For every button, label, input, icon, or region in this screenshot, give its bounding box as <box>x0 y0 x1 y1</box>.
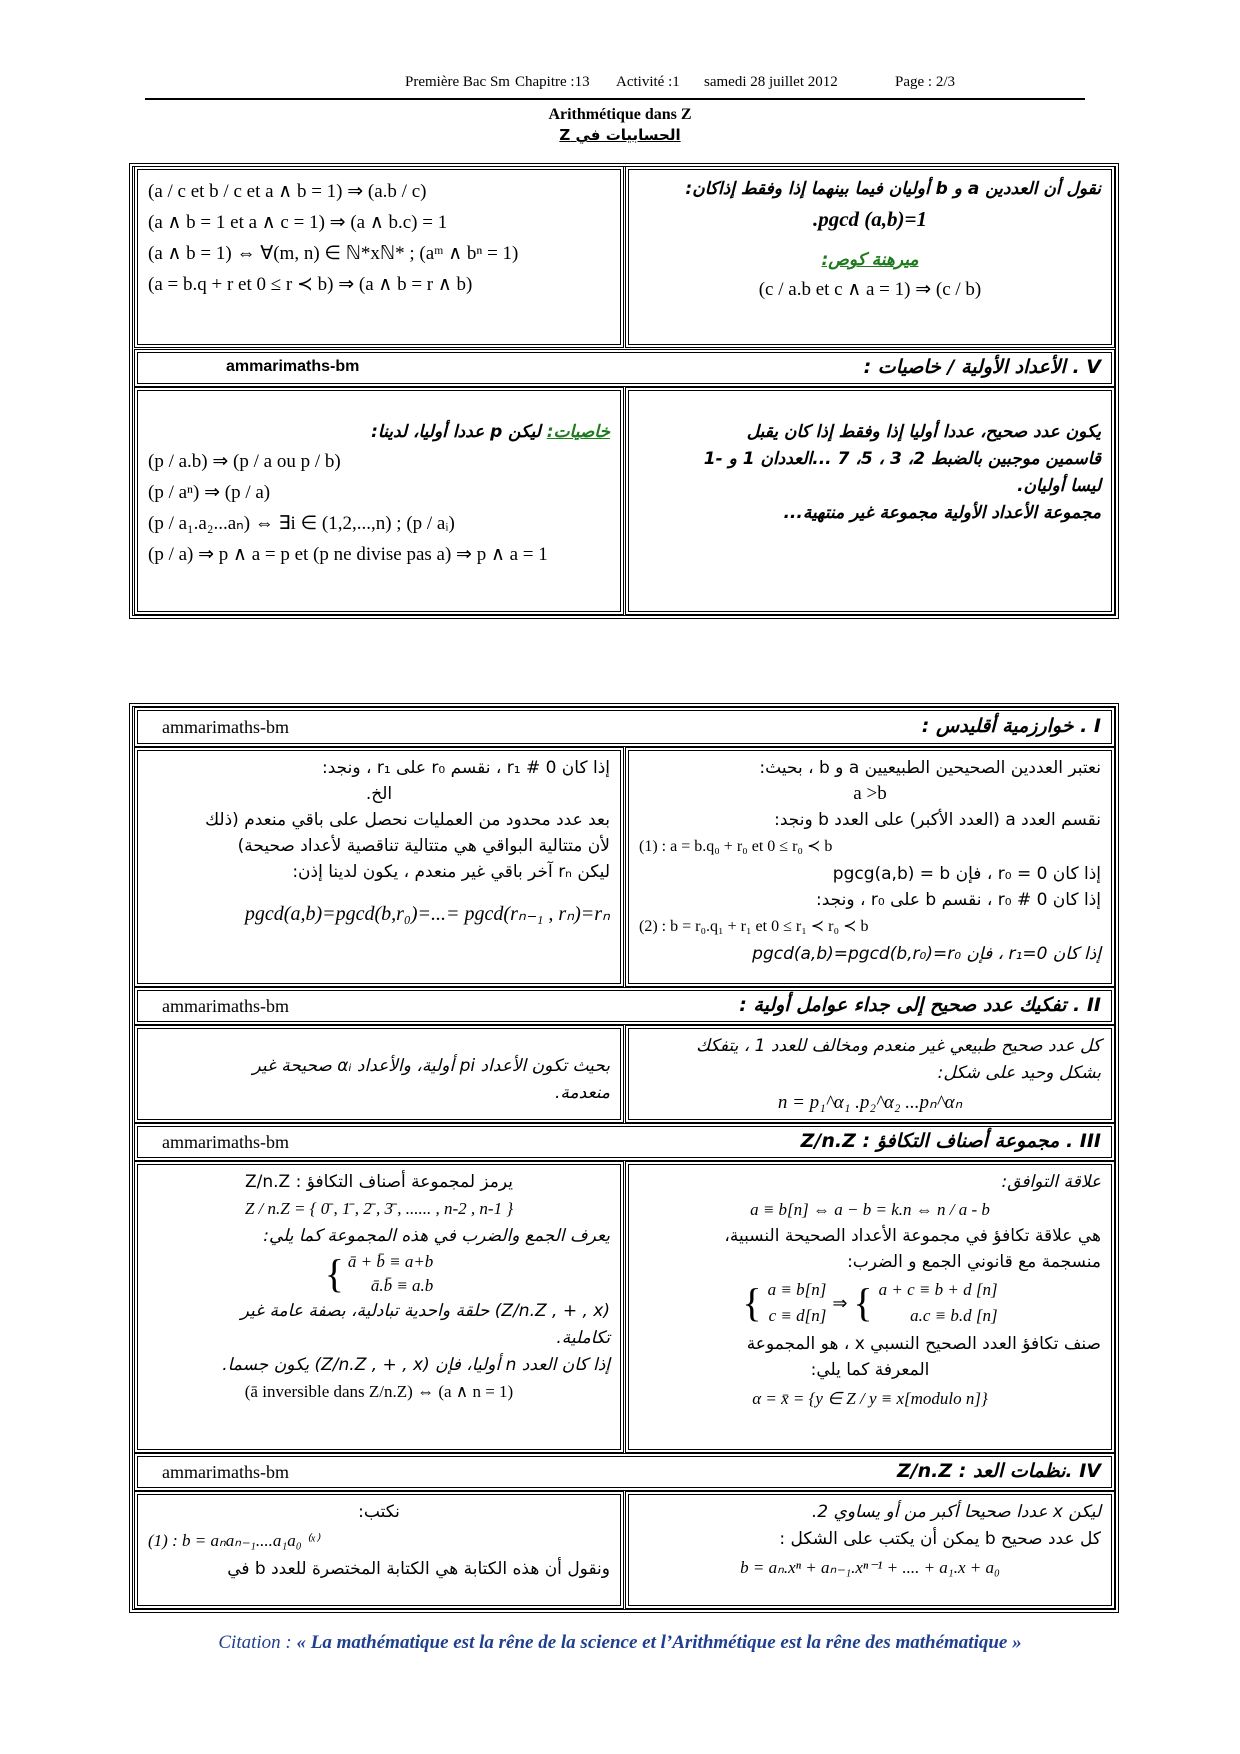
zn-operations-list <box>348 1250 433 1298</box>
euclid-etc: الخ. <box>365 784 393 804</box>
header-chapter: Chapitre :13 <box>515 74 590 90</box>
congruence-system <box>639 1277 1101 1329</box>
zn-ring-2: تكاملية. <box>556 1328 610 1348</box>
factorization-right-cell <box>628 1028 1112 1120</box>
euclid-finite-steps: بعد عدد محدود من العمليات نحصل على باقي منعدم (ذلك <box>205 810 610 830</box>
prime-properties-label: خاصيات: <box>546 422 610 442</box>
gauss-theorem-title: ميرهنة كوص: <box>821 250 919 270</box>
section-i-brand: ammarimaths-bm <box>162 717 289 737</box>
coprime-definition-cell <box>628 169 1112 345</box>
congruence-concl-1: a + c ≡ b + d [n] <box>878 1280 998 1299</box>
congruence-right-cell <box>628 1164 1112 1450</box>
class-formula: α = x̄ = {y ∈ Z / y ≡ x[modulo n]} <box>752 1389 988 1408</box>
factorization-line-1: كل عدد صحيح طبيعي غير منعدم ومخالف للعدد 1 ، يتفكك <box>696 1036 1101 1056</box>
prime-definition-line-3: ليسا أوليان. <box>1017 476 1101 496</box>
numeration-short-form: (1) : b = aₙaₙ₋₁....a₁a₀ ⁽ˣ⁾ <box>148 1531 320 1550</box>
factorization-formula: n = p₁^α₁ .p₂^α₂ ...pₙ^αₙ <box>777 1092 963 1113</box>
zn-ring-1: (Z/n.Z , + , x) حلقة واحدية تبادلية، بصفة عامة غير <box>240 1301 610 1321</box>
section-i-header <box>137 710 1112 744</box>
left-brace-icon-2: { <box>853 1280 873 1325</box>
section-ii-brand: ammarimaths-bm <box>162 996 289 1016</box>
prime-property-1: (p / a.b) ⇒ (p / a ou p / b) <box>148 451 341 472</box>
header-activity: Activité :1 <box>616 74 680 90</box>
section-iii-header <box>137 1126 1112 1158</box>
prime-property-4: (p / a) ⇒ p ∧ a = p et (p ne divise pas a) ⇒ p ∧ a = 1 <box>148 544 548 565</box>
numeration-formula: b = aₙ.xⁿ + aₙ₋₁.xⁿ⁻¹ + .... + a₁.x + a₀ <box>740 1558 1000 1577</box>
left-brace-icon-3: { <box>324 1251 344 1296</box>
coprime-properties-cell <box>137 169 621 345</box>
header-rule <box>145 98 1085 100</box>
class-definition-2: المعرفة كما يلي: <box>810 1360 930 1380</box>
zn-addition: ā + b̄ ≡ a+b <box>347 1252 434 1271</box>
section-iv-brand: ammarimaths-bm <box>162 1462 289 1482</box>
euclid-intro: نعتبر العددين الصحيحين الطبيعيين a و b ، بحيث: <box>759 758 1101 778</box>
section-iv-title: IV .نظمات العد : Z/n.Z <box>896 1460 1101 1482</box>
prime-definition-line-4: مجموعة الأعداد الأولية مجموعة غير منتهية... <box>783 503 1101 523</box>
header-date: samedi 28 juillet 2012 <box>704 74 838 90</box>
euclid-last-remainder: ليكن rₙ آخر باقي غير منعدم ، يكون لدينا إذن: <box>292 862 610 882</box>
section-v-brand: ammarimaths-bm <box>226 358 360 375</box>
congruence-property-1: هي علاقة تكافؤ في مجموعة الأعداد الصحيحة النسبية، <box>724 1226 1101 1246</box>
numeration-left-cell <box>137 1494 621 1606</box>
coprime-line-1: (a / c et b / c et a ∧ b = 1) ⇒ (a.b / c) <box>148 181 427 202</box>
header-level: Première Bac Sm <box>405 74 510 90</box>
euclid-left-cell <box>137 750 621 984</box>
euclid-pgcd-chain: pgcd(a,b)=pgcd(b,r₀)=...= pgcd(rₙ₋₁ , rₙ)=rₙ <box>244 903 610 925</box>
coprime-definition: نقول أن العددين a و b أوليان فيما بينهما إذا وفقط إذاكان: <box>685 179 1101 199</box>
numeration-form-intro: كل عدد صحيح b يمكن أن يكتب على الشكل : <box>779 1529 1101 1549</box>
euclid-r1-zero: إذا كان r₁=0 ، فإن pgcd(a,b)=pgcd(b,r₀)=r₀ <box>752 944 1101 964</box>
euclid-equation-1: (1) : a = b.q₀ + r₀ et 0 ≤ r₀ ≺ b <box>639 838 833 855</box>
section-ii-header <box>137 990 1112 1022</box>
numeration-note: ونقول أن هذه الكتابة هي الكتابة المختصرة للعدد b في <box>227 1559 610 1579</box>
prime-definition-line-2: قاسمين موجبين بالضبط 2، 3 ، 5، 7 ...العددان 1 و -1 <box>703 449 1101 469</box>
section-ii-title: II . تفكيك عدد صحيح إلى جداء عوامل أولية : <box>739 994 1101 1016</box>
zn-operations-intro: يعرف الجمع والضرب في هذه المجموعة كما يلي: <box>263 1226 610 1246</box>
euclid-divide-a: نقسم العدد a (العدد الأكبر) على العدد b ونجد: <box>774 810 1101 830</box>
coprime-line-2: (a ∧ b = 1 et a ∧ c = 1) ⇒ (a ∧ b.c) = 1 <box>148 212 448 233</box>
factorization-line-2: بشكل وحيد على شكل: <box>937 1063 1101 1083</box>
prime-definition-cell <box>628 390 1112 612</box>
gauss-theorem-formula: (c / a.b et c ∧ a = 1) ⇒ (c / b) <box>758 279 982 300</box>
section-iii-title: III . مجموعة أصناف التكافؤ : Z/n.Z <box>800 1130 1101 1152</box>
euclid-r0-zero: إذا كان r₀ = 0 ، فإن pgcg(a,b) = b <box>832 864 1101 884</box>
zn-operations <box>148 1250 610 1298</box>
congruence-definition: a ≡ b[n] ⇔ a − b = k.n ⇔ n / a - b <box>750 1200 990 1219</box>
euclid-r0-nonzero: إذا كان r₀ # 0 ، نقسم b على r₀ ، ونجد: <box>815 890 1101 910</box>
section-iii-brand: ammarimaths-bm <box>162 1132 289 1152</box>
prime-definition-line-1: يكون عدد صحيح، عددا أوليا إذا وفقط إذا كان يقبل <box>746 422 1101 442</box>
section-v-header <box>137 352 1112 384</box>
prime-property-3: (p / a₁.a₂...aₙ) ⇔ ∃i ∈ (1,2,...,n) ; (p / aᵢ) <box>148 513 455 534</box>
title-ar: الحسابيات في Z <box>559 126 681 144</box>
factorization-left-cell <box>137 1028 621 1120</box>
numeration-write: نكتب: <box>358 1502 400 1522</box>
zn-left-cell <box>137 1164 621 1450</box>
prime-properties-cell <box>137 390 621 612</box>
coprime-line-4: (a = b.q + r et 0 ≤ r ≺ b) ⇒ (a ∧ b = r ∧ b) <box>148 274 473 295</box>
citation-text: « La mathématique est la rêne de la science et l’Arithmétique est la rêne des mathématique » <box>296 1632 1022 1653</box>
class-definition-1: صنف تكافؤ العدد الصحيح النسبي x ، هو المجموعة <box>746 1334 1101 1354</box>
prime-property-2: (p / aⁿ) ⇒ (p / a) <box>148 482 271 503</box>
zn-invertible: (ā inversible dans Z/n.Z) ⇔ (a ∧ n = 1) <box>244 1382 514 1401</box>
congruence-property-2: منسجمة مع قانوني الجمع و الضرب: <box>847 1252 1101 1272</box>
congruence-conclusion <box>879 1277 998 1329</box>
congruence-hyp-1: a ≡ b[n] <box>767 1280 827 1299</box>
congruence-hypothesis <box>768 1277 827 1329</box>
euclid-decreasing: لأن متتالية البواقي هي متتالية تناقصية لأعداد صحيحة) <box>237 836 610 856</box>
congruence-hyp-2: c ≡ d[n] <box>768 1306 827 1325</box>
title-fr: Arithmétique dans Z <box>548 106 692 123</box>
zn-multiplication: ā.b̄ ≡ a.b <box>370 1276 434 1295</box>
zn-set: Z / n.Z = { 0̄ , 1̄ , 2̄ , 3̄ , ...... , n-2 , n-1 } <box>244 1199 514 1218</box>
prime-properties-heading <box>148 419 610 446</box>
left-brace-icon: { <box>742 1280 762 1325</box>
coprime-line-3: (a ∧ b = 1) ⇔ ∀(m, n) ∈ ℕ*xℕ* ; (aᵐ ∧ bⁿ = 1) <box>148 243 519 264</box>
euclid-equation-2: (2) : b = r₀.q₁ + r₁ et 0 ≤ r₁ ≺ r₀ ≺ b <box>639 918 869 935</box>
numeration-right-cell <box>628 1494 1112 1606</box>
euclid-right-cell <box>628 750 1112 984</box>
zn-field: إذا كان العدد n أوليا، فإن (Z/n.Z , + , x) يكون جسما. <box>222 1355 610 1375</box>
zn-symbol-line: يرمز لمجموعة أصناف التكافؤ : Z/n.Z <box>245 1172 513 1192</box>
congruence-title: علاقة التوافق: <box>1001 1172 1101 1192</box>
section-iv-header <box>137 1456 1112 1488</box>
section-v-title: V . الأعداد الأولية / خاصيات : <box>863 356 1101 378</box>
factorization-condition-1: بحيث تكون الأعداد pi أولية، والأعداد αᵢ صحيحة غير <box>252 1056 610 1076</box>
euclid-condition: a >b <box>853 783 887 804</box>
prime-properties-intro: ليكن p عددا أوليا، لدينا: <box>371 422 547 442</box>
header-page: Page : 2/3 <box>895 74 955 90</box>
pgcd-equals-one: pgcd (a,b)=1. <box>812 207 928 231</box>
citation-prefix: Citation : <box>218 1632 297 1653</box>
citation <box>0 1632 1240 1654</box>
section-i-title: I . خوارزمية أقليدس : <box>921 715 1101 737</box>
factorization-condition-2: منعدمة. <box>555 1083 610 1103</box>
numeration-base: ليكن x عددا صحيحا أكبر من أو يساوي 2. <box>811 1502 1101 1522</box>
euclid-r1-nonzero: إذا كان r₁ # 0 ، نقسم r₀ على r₁ ، ونجد: <box>321 758 610 778</box>
congruence-concl-2: a.c ≡ b.d [n] <box>910 1306 998 1325</box>
implies-icon: ⇒ <box>832 1292 848 1314</box>
